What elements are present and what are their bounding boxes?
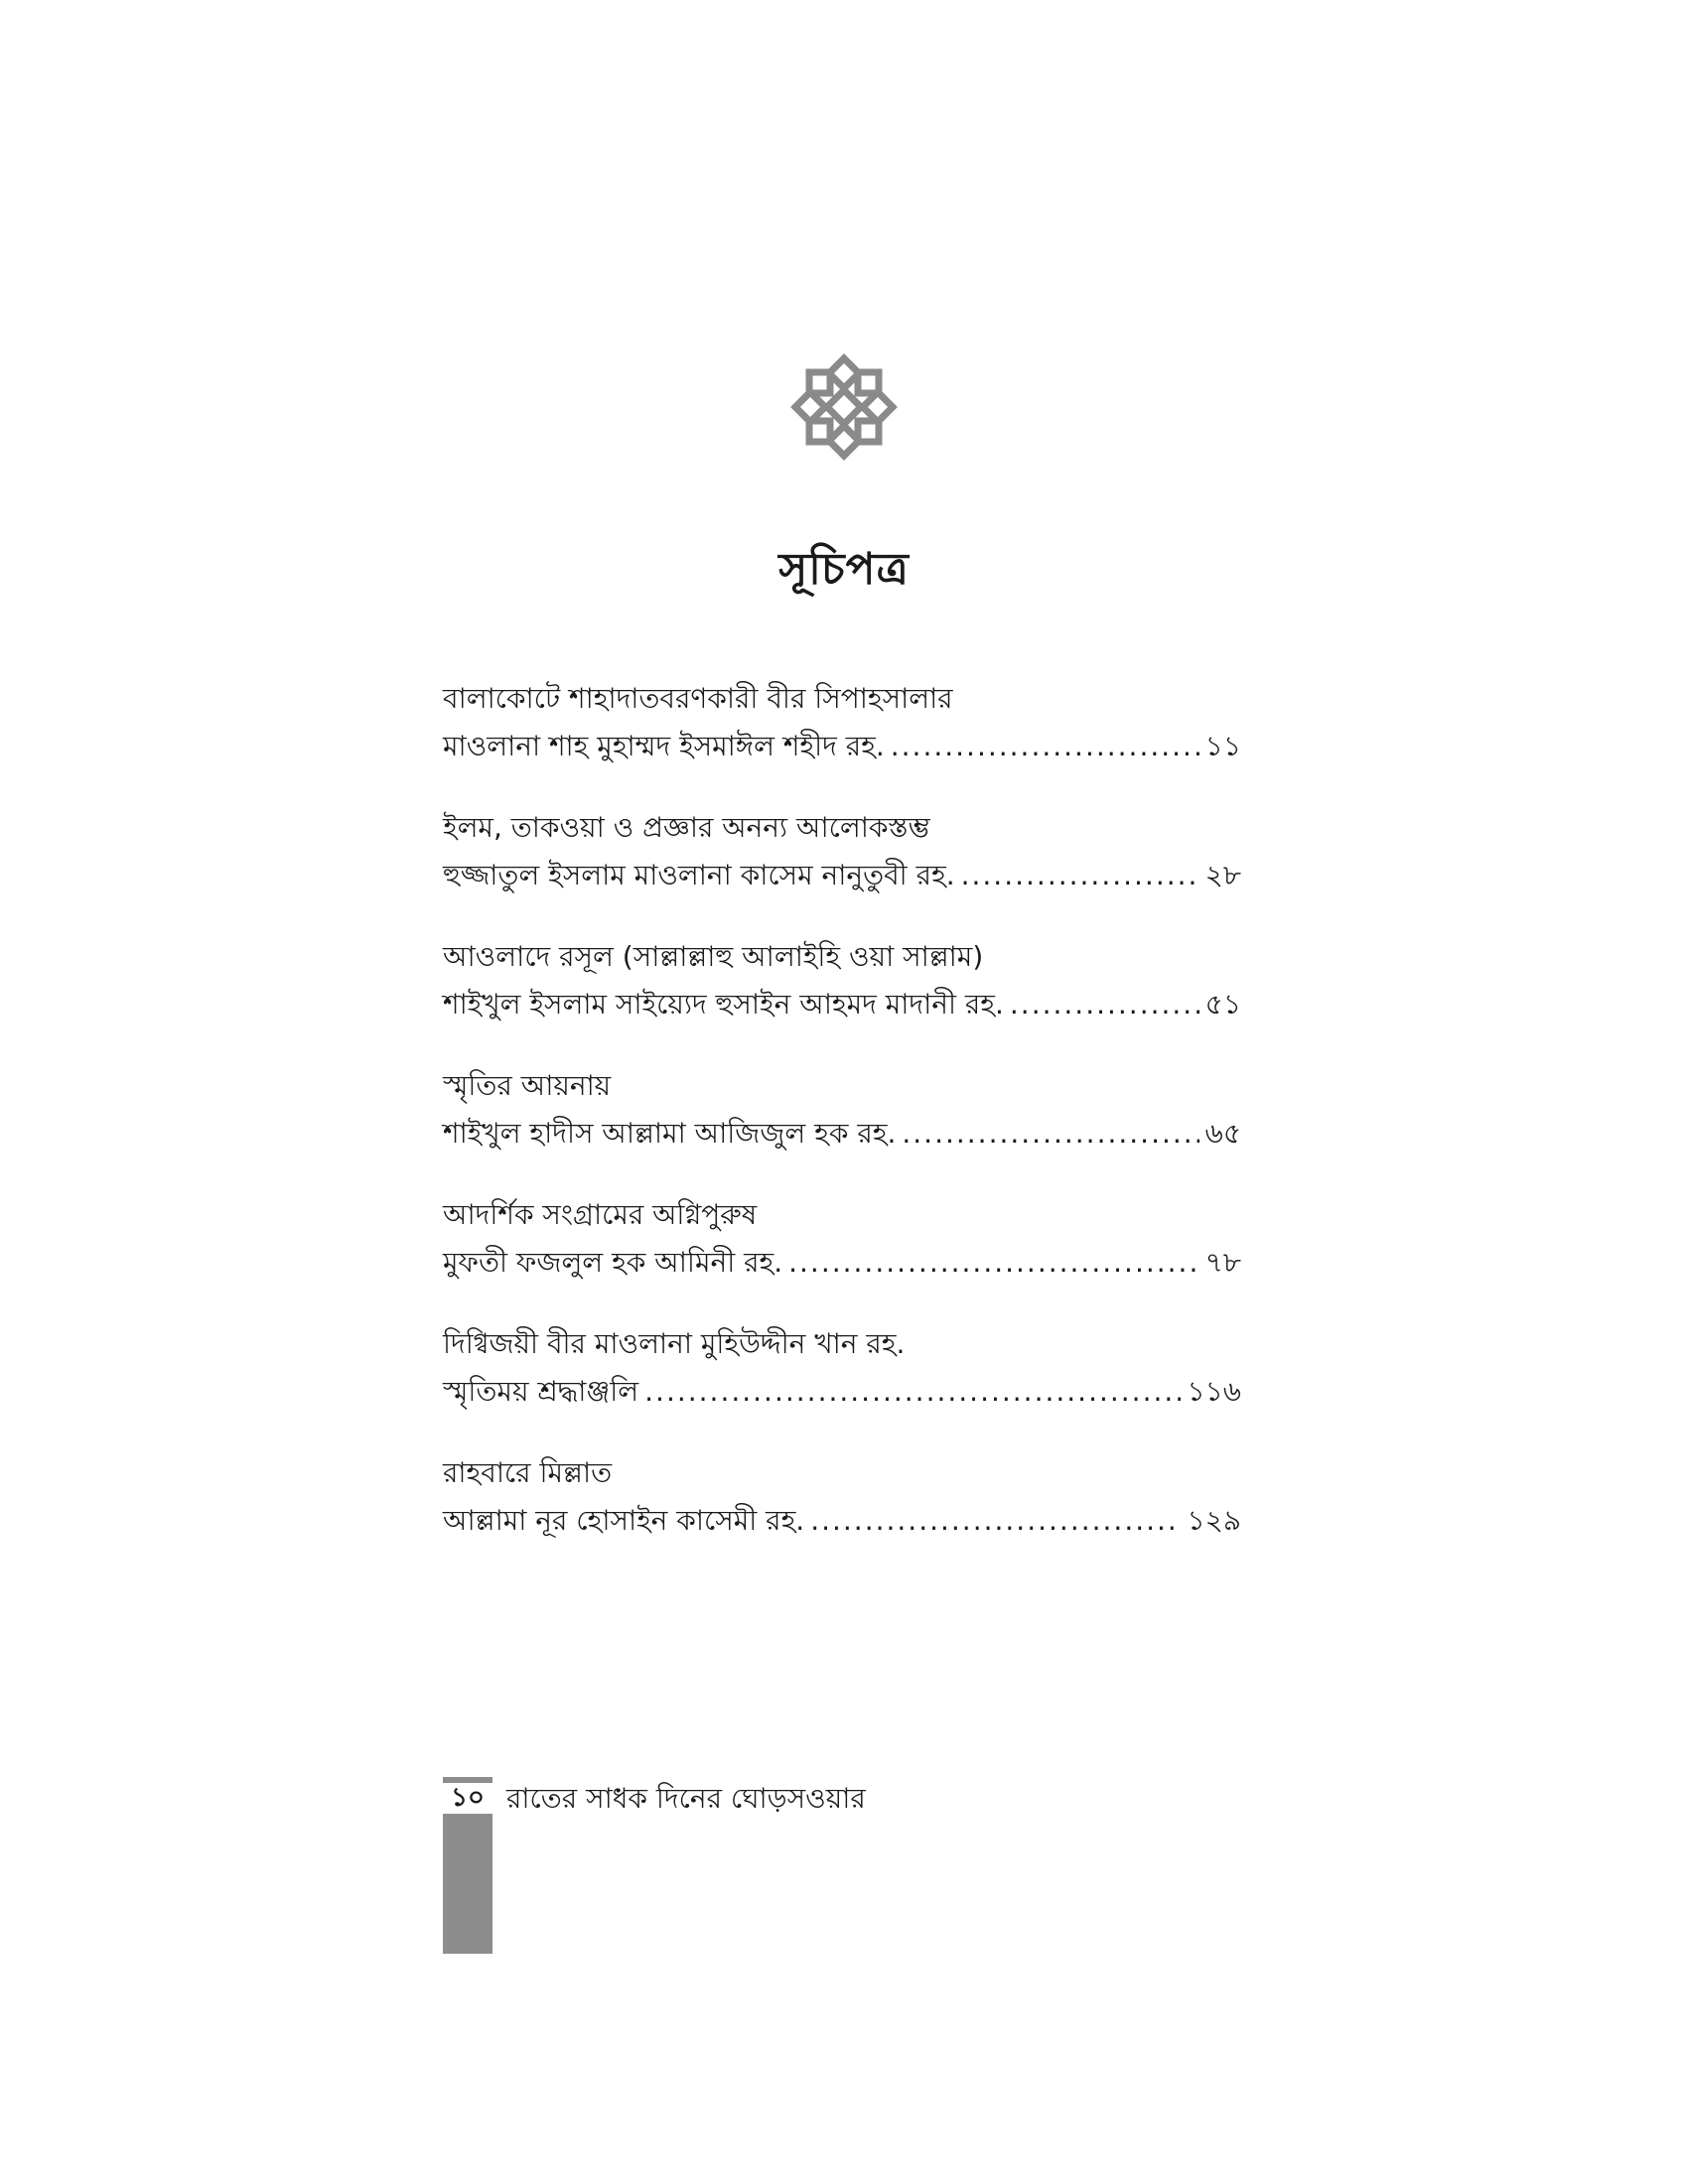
toc-entry-subtitle: রাহবারে মিল্লাত [443, 1456, 613, 1489]
toc-entry [443, 933, 1241, 1062]
toc-entry-page: ১২৯ [1187, 1504, 1241, 1537]
floral-ornament-icon [789, 352, 899, 462]
dot-leader [902, 1110, 1198, 1158]
dot-leader [810, 1497, 1181, 1545]
toc-entry-title: স্মৃতিময় শ্রদ্ধাঞ্জলি [443, 1375, 639, 1408]
toc-entry-subtitle: আদর্শিক সংগ্রামের অগ্নিপুরুষ [443, 1198, 758, 1231]
toc-entry-subtitle: দিগ্বিজয়ী বীর মাওলানা মুহিউদ্দীন খান রহ. [443, 1327, 906, 1360]
table-of-contents [443, 675, 1241, 1578]
toc-entry [443, 1191, 1241, 1320]
footer-page-number: ১০ [451, 1783, 485, 1813]
dot-leader [891, 723, 1199, 770]
toc-entry-title: হুজ্জাতুল ইসলাম মাওলানা কাসেম নানুতুবী রহ. [443, 859, 955, 891]
toc-entry-title: আল্লামা নূর হোসাইন কাসেমী রহ. [443, 1504, 805, 1537]
toc-entry [443, 1449, 1241, 1578]
toc-entry-row [443, 1368, 1241, 1416]
dot-leader [644, 1368, 1181, 1416]
toc-entry-row [443, 1239, 1241, 1287]
toc-entry-subtitle: স্মৃতির আয়নায় [443, 1069, 612, 1102]
toc-entry-title: মুফতী ফজলুল হক আমিনী রহ. [443, 1246, 783, 1279]
toc-entry-subtitle: আওলাদে রসূল (সাল্লাল্লাহু আলাইহি ওয়া সাল্লাম) [443, 940, 984, 973]
toc-entry [443, 804, 1241, 933]
toc-entry-title: শাইখুল ইসলাম সাইয়্যেদ হুসাইন আহমদ মাদানী রহ. [443, 988, 1004, 1021]
toc-entry-subtitle: ইলম, তাকওয়া ও প্রজ্ঞার অনন্য আলোকস্তম্ভ [443, 811, 930, 844]
page-title: সূচিপত্র [778, 544, 910, 595]
toc-entry-row [443, 1497, 1241, 1545]
dot-leader [788, 1239, 1199, 1287]
dot-leader [1010, 981, 1199, 1028]
toc-entry-title: শাইখুল হাদীস আল্লামা আজিজুল হক রহ. [443, 1117, 897, 1150]
toc-entry-page: ৫১ [1204, 988, 1241, 1021]
toc-entry-subtitle: বালাকোটে শাহাদাতবরণকারী বীর সিপাহসালার [443, 682, 953, 715]
toc-entry-row [443, 852, 1241, 899]
toc-entry-page: ২৮ [1204, 859, 1241, 891]
toc-entry-title: মাওলানা শাহ মুহাম্মদ ইসমাঈল শহীদ রহ. [443, 730, 885, 762]
dot-leader [961, 852, 1199, 899]
footer-book-title: রাতের সাধক দিনের ঘোড়সওয়ার [506, 1782, 866, 1815]
toc-entry-row [443, 723, 1241, 770]
toc-entry-row [443, 981, 1241, 1028]
toc-entry-page: ৭৮ [1204, 1246, 1241, 1279]
toc-entry [443, 1320, 1241, 1449]
toc-entry-page: ১১ [1204, 730, 1241, 762]
toc-entry-page: ৬৫ [1204, 1117, 1241, 1150]
toc-entry [443, 675, 1241, 804]
toc-entry-row [443, 1110, 1241, 1158]
toc-entry-page: ১১৬ [1187, 1375, 1241, 1408]
toc-entry [443, 1062, 1241, 1191]
